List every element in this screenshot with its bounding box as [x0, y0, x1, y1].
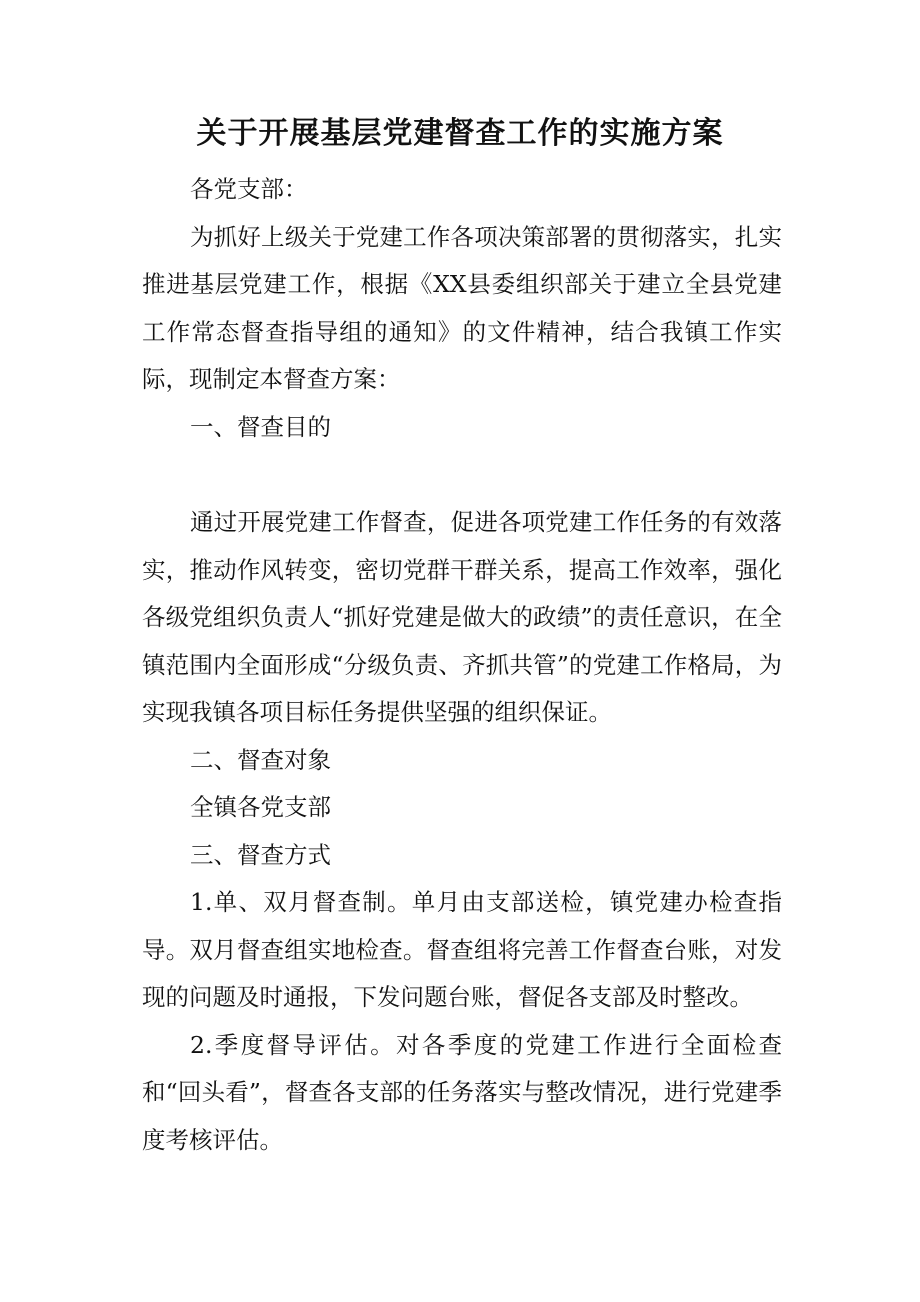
section-heading-target: 二、督查对象	[190, 745, 331, 774]
section-heading-method: 三、督查方式	[190, 840, 331, 869]
target-paragraph: 全镇各党支部	[190, 793, 331, 821]
document-body	[142, 166, 782, 1164]
salutation: 各党支部：	[190, 175, 308, 203]
purpose-paragraph: 通过开展党建工作督查，促进各项党建工作任务的有效落实，推动作风转变，密切党群干群关系，提高工作效率，强化各级党组织负责人“抓好党建是做大的政绩”的责任意识，在全镇范围内全面形成“分级负责、齐抓共管”的党建工作格局，为实现我镇各项目标任务提供坚强的组织保证。	[142, 508, 782, 726]
blank-line	[142, 451, 782, 499]
document-title: 关于开展基层党建督查工作的实施方案	[196, 116, 724, 151]
section-heading-purpose: 一、督查目的	[190, 412, 331, 441]
method-item-1: 1.单、双月督查制。单月由支部送检，镇党建办检查指导。双月督查组实地检查。督查组将完善工作督查台账，对发现的问题及时通报，下发问题台账，督促各支部及时整改。	[142, 888, 782, 1011]
intro-paragraph: 为抓好上级关于党建工作各项决策部署的贯彻落实，扎实推进基层党建工作，根据《XX县委组织部关于建立全县党建工作常态督查指导组的通知》的文件精神，结合我镇工作实际，现制定本督查方案：	[142, 222, 782, 393]
method-item-2: 2.季度督导评估。对各季度的党建工作进行全面检查和“回头看”，督查各支部的任务落实与整改情况，进行党建季度考核评估。	[142, 1030, 782, 1154]
